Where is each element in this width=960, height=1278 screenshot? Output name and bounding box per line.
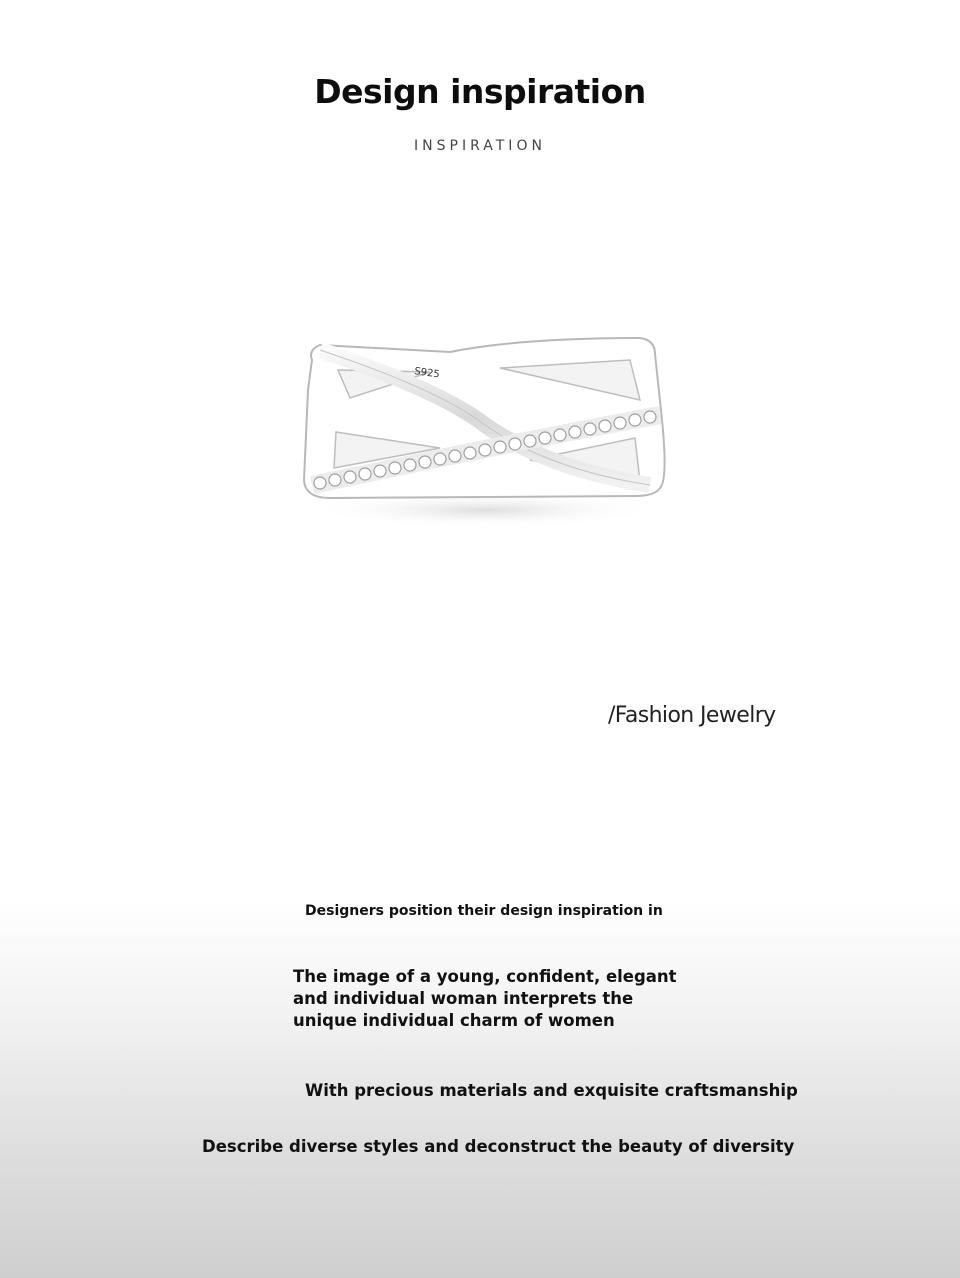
fashion-jewelry-tag: /Fashion Jewelry	[608, 703, 776, 728]
ring-image	[290, 320, 680, 540]
paragraph-line: unique individual charm of women	[293, 1011, 615, 1030]
ring-stamp: S925	[413, 366, 441, 381]
intro-text: Designers position their design inspiration in	[305, 903, 663, 919]
paragraph-line: and individual woman interprets the	[293, 989, 634, 1008]
diversity-text: Describe diverse styles and deconstruct the beauty of diversity	[202, 1137, 795, 1156]
page-title: Design inspiration	[314, 72, 646, 111]
description-paragraph	[293, 966, 693, 1032]
paragraph-line: The image of a young, confident, elegant	[293, 967, 677, 986]
page-subtitle: INSPIRATION	[414, 138, 546, 154]
craft-text: With precious materials and exquisite craftsmanship	[305, 1081, 798, 1100]
